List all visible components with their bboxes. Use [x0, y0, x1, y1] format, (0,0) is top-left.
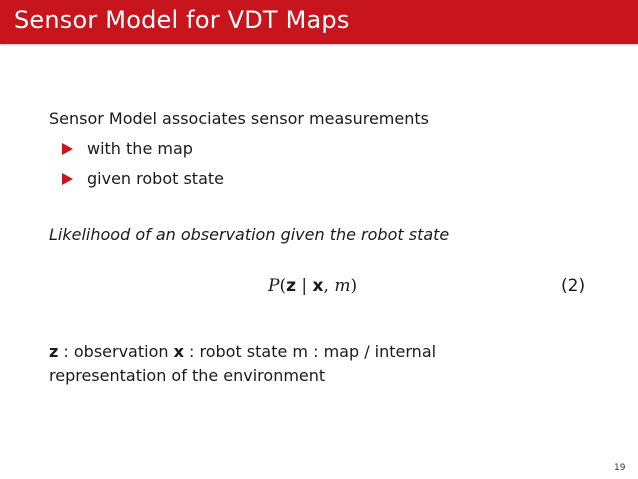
- intro-text: Sensor Model associates sensor measurements: [49, 109, 429, 128]
- likelihood-text: Likelihood of an observation given the robot state: [49, 225, 450, 244]
- equation-open-paren: (: [279, 276, 287, 296]
- equation-bar: |: [296, 276, 313, 296]
- bullet-list: [62, 139, 224, 199]
- list-item: [62, 139, 224, 169]
- title-bar: [0, 0, 638, 44]
- equation-close-paren: ): [350, 276, 358, 296]
- equation-number: (2): [561, 276, 586, 296]
- bullet-label: given robot state: [87, 169, 224, 188]
- bullet-label: with the map: [87, 139, 193, 158]
- list-item: [62, 169, 224, 199]
- triangle-right-icon: [62, 173, 73, 185]
- slide-title: Sensor Model for VDT Maps: [14, 6, 350, 34]
- equation-x: x: [312, 276, 324, 296]
- triangle-right-icon: [62, 143, 73, 155]
- equation-comma: ,: [323, 276, 335, 296]
- equation-z: z: [286, 276, 296, 296]
- definitions: [49, 340, 509, 388]
- page-number: 19: [614, 463, 626, 473]
- equation-p: P: [268, 276, 280, 296]
- equation-m: m: [334, 276, 351, 296]
- equation: [268, 276, 357, 296]
- def-z-text: : observation: [58, 342, 174, 361]
- def-x-text: : robot state m : map / internal representation of the environment: [49, 342, 437, 385]
- def-x-symbol: x: [173, 342, 184, 361]
- def-z-symbol: z: [49, 342, 59, 361]
